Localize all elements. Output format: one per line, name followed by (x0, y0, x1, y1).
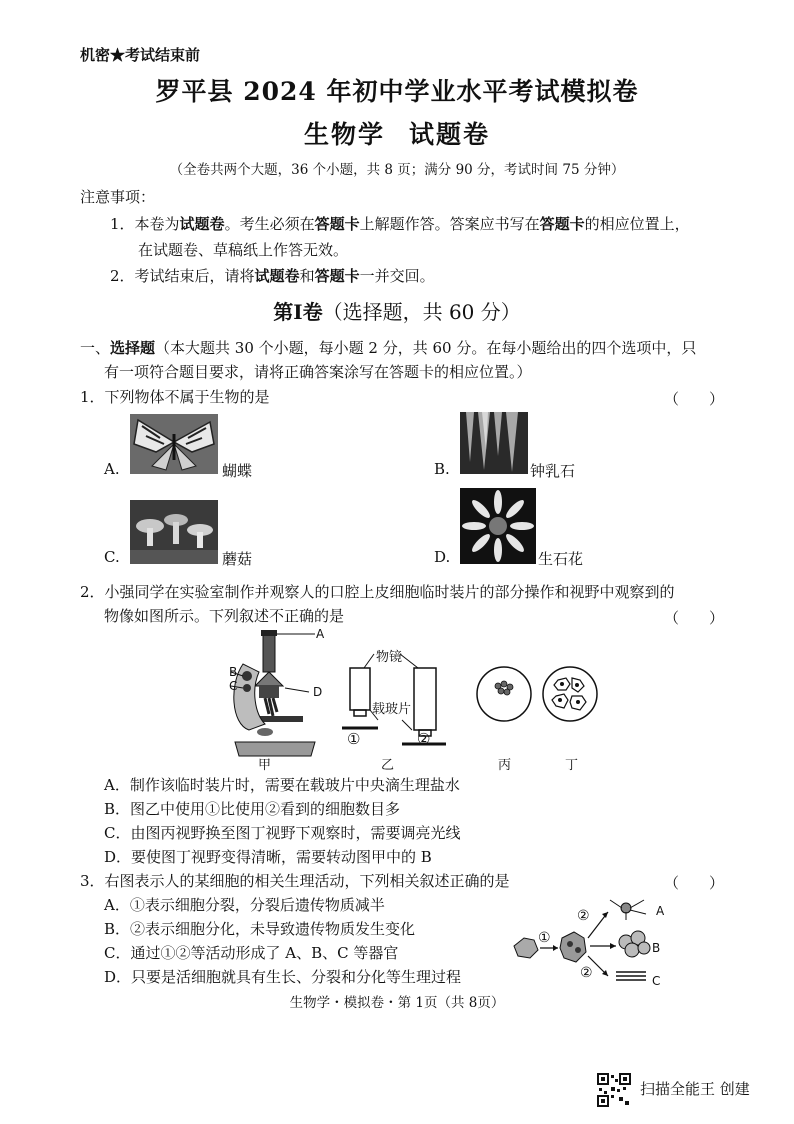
stalactite-photo (460, 412, 528, 474)
butterfly-photo (130, 414, 218, 474)
note-bold: 答题卡 (539, 215, 585, 233)
part1-intro-line-2: 有一项符合题目要求，请将正确答案涂写在答题卡的相应位置。） (104, 363, 532, 381)
q2-option-d: D．要使图丁视野变得清晰，需要转动图甲中的 B (104, 848, 432, 866)
qr-code-icon (597, 1073, 631, 1107)
page-footer: 生物学・模拟卷・第 1页（共 8页） (289, 995, 505, 1011)
lithops-flower-photo (460, 488, 536, 564)
note-text: 和 (299, 267, 315, 285)
q3-marker-2-lower: ② (580, 965, 593, 981)
q3-marker-1: ① (538, 930, 551, 946)
q3-stem: 3．右图表示人的某细胞的相关生理活动，下列相关叙述正确的是 (80, 872, 510, 890)
part-name: 选择题 (110, 339, 156, 357)
q2-option-a: A．制作该临时装片时，需要在载玻片中央滴生理盐水 (104, 776, 460, 794)
note-text: 。考生必须在 (224, 215, 315, 233)
q3-option-a: A．①表示细胞分裂，分裂后遗传物质减半 (104, 896, 385, 914)
q1-option-d-letter: D. (434, 548, 451, 566)
section-title (0, 296, 794, 325)
q1-option-b-label: 钟乳石 (530, 462, 576, 480)
note-text: 的相应位置上， (584, 215, 690, 233)
figure-caption-jia: 甲 (258, 758, 272, 773)
figure-caption-bing: 丙 (498, 758, 512, 773)
q1-option-a-label: 蝴蝶 (222, 462, 253, 480)
objective-label: 物镜 (376, 650, 403, 665)
note-1-line-2: 在试题卷、草稿纸上作答无效。 (138, 241, 349, 259)
q3-label-c: C (652, 974, 661, 988)
figure-caption-yi: 乙 (381, 758, 395, 773)
scanner-watermark: 扫描全能王 创建 (640, 1080, 750, 1098)
exam-info: （全卷共两个大题，36 个小题，共 8 页；满分 90 分，考试时间 75 分钟） (169, 162, 625, 178)
microscope-label-b: B (229, 665, 238, 679)
note-bold: 答题卡 (314, 215, 360, 233)
section-name: 第Ⅰ卷 (273, 300, 323, 324)
microscope-label-a: A (316, 627, 325, 641)
q3-option-d: D．只要是活细胞就具有生长、分裂和分化等生理过程 (104, 968, 462, 986)
q1-stem: 1．下列物体不属于生物的是 (80, 388, 270, 406)
paper-type: 试题卷 (409, 120, 491, 149)
note-text: 1．本卷为 (110, 215, 180, 233)
note-bold: 试题卷 (179, 215, 225, 233)
mushroom-photo (130, 500, 218, 564)
q3-marker-2-upper: ② (577, 908, 590, 924)
part-desc: （本大题共 30 个小题，每小题 2 分，共 60 分。在每小题给出的四个选项中，只 (155, 339, 697, 357)
note-1-line-1 (110, 210, 690, 238)
q1-option-d-label: 生石花 (538, 550, 584, 568)
note-text: 一并交回。 (359, 267, 435, 285)
confidential-label: 机密★考试结束前 (80, 46, 201, 64)
q1-option-a-letter: A. (104, 460, 120, 478)
q1-option-c-label: 蘑菇 (222, 550, 253, 568)
notes-heading: 注意事项： (80, 188, 156, 206)
section-sub: （选择题，共 60 分） (322, 300, 521, 324)
slide-label: 载玻片 (372, 702, 412, 717)
subject-title (0, 115, 794, 151)
q2-option-c: C．由图丙视野换至图丁视野下观察时，需要调亮光线 (104, 824, 461, 842)
microscope-label-d: D (313, 685, 323, 699)
q3-label-b: B (652, 941, 661, 955)
q3-answer-paren: （ ） (664, 874, 725, 892)
fields-of-view-figure (474, 660, 624, 730)
objective-1-marker: ① (347, 730, 361, 748)
figure-caption-ding: 丁 (565, 758, 579, 773)
note-2 (110, 262, 435, 290)
q2-answer-paren: （ ） (664, 609, 725, 627)
note-text: 2．考试结束后，请将 (110, 267, 255, 285)
note-bold: 试题卷 (254, 267, 300, 285)
q3-label-a: A (656, 904, 665, 918)
subject-name: 生物学 (303, 120, 385, 149)
note-bold: 答题卡 (314, 267, 360, 285)
exam-title: 罗平县 2024 年初中学业水平考试模拟卷 (155, 77, 639, 106)
q2-stem-line-2: 物像如图所示。下列叙述不正确的是 (104, 607, 345, 625)
q2-stem-line-1: 2．小强同学在实验室制作并观察人的口腔上皮细胞临时装片的部分操作和视野中观察到的 (80, 583, 675, 601)
part-number: 一、 (80, 339, 111, 357)
q1-option-c-letter: C. (104, 548, 120, 566)
q3-option-c: C．通过①②等活动形成了 A、B、C 等器官 (104, 944, 399, 962)
q1-option-b-letter: B. (434, 460, 450, 478)
objective-2-marker: ② (417, 730, 431, 748)
q2-option-b: B．图乙中使用①比使用②看到的细胞数目多 (104, 800, 401, 818)
q3-option-b: B．②表示细胞分化，未导致遗传物质发生变化 (104, 920, 416, 938)
q1-answer-paren: （ ） (664, 390, 725, 408)
note-text: 上解题作答。答案应书写在 (359, 215, 540, 233)
microscope-label-c: C (229, 679, 238, 693)
